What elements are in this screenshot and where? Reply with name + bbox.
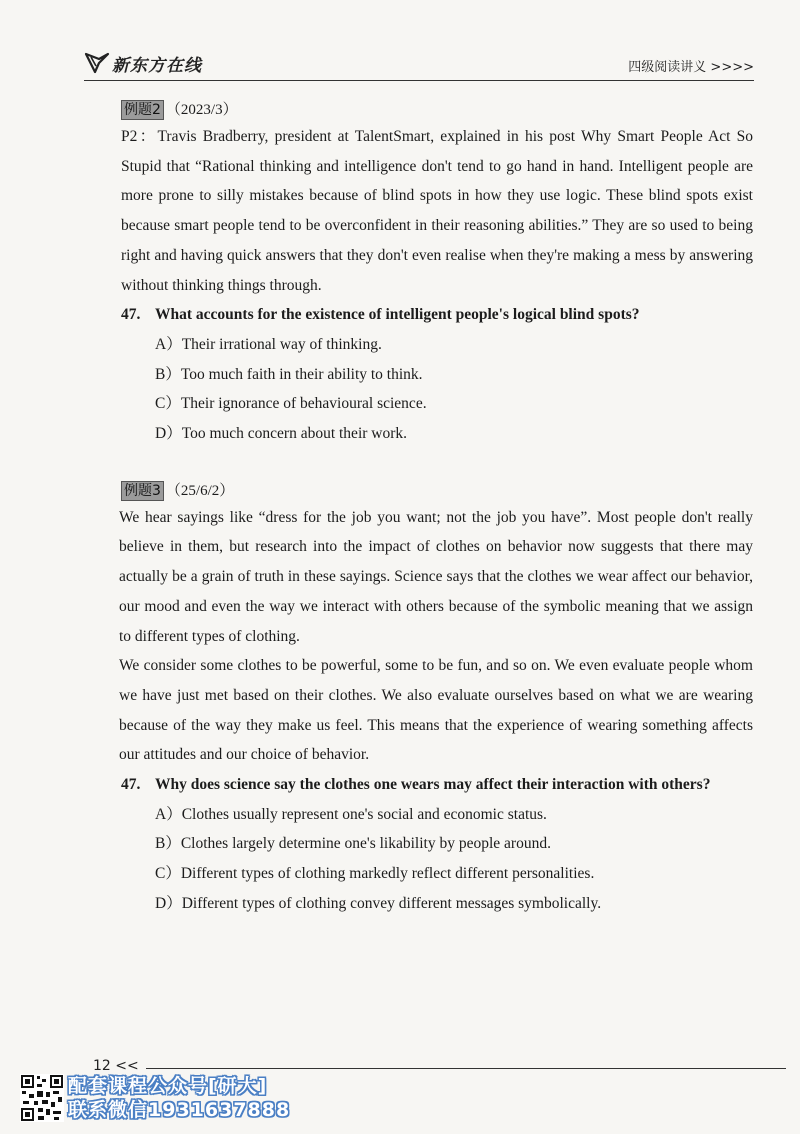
example-2-tag: 例题2 bbox=[121, 100, 164, 120]
promo-line-2: 联系微信1931637888 bbox=[68, 1099, 291, 1121]
page-header bbox=[84, 48, 754, 82]
example-2-date: （2023/3） bbox=[165, 102, 238, 118]
brand-logo-text: 新东方在线 bbox=[112, 55, 202, 76]
example-3-question-text: Why does science say the clothes one wears may affect their interaction with others? bbox=[155, 776, 711, 794]
example-3-option-b: B）Clothes largely determine one's likability by people around. bbox=[155, 835, 551, 853]
example-2-option-d: D）Too much concern about their work. bbox=[155, 425, 408, 443]
example-3-passage-1: We hear sayings like “dress for the job you want; not the job you have”. Most people don't really believe in them, but research into the impact of clothes on behavior now suggests that there may actually be a grain of truth in these sayings. Science says that the clothes we wear affect our behavior, our mood and even the way we interact with others because of the symbolic meaning that we assign to different types of clothing. bbox=[119, 508, 753, 645]
example-3-heading bbox=[121, 479, 753, 503]
header-divider bbox=[84, 80, 754, 81]
example-3-tag: 例题3 bbox=[121, 481, 164, 501]
example-2-option-b: B）Too much faith in their ability to think. bbox=[155, 365, 423, 383]
example-3-section bbox=[121, 479, 753, 919]
example-3-question bbox=[121, 770, 753, 800]
section-spacer bbox=[121, 449, 753, 479]
example-3-option-a: A）Clothes usually represent one's social and economic status. bbox=[155, 805, 547, 823]
example-2-passage: P2：Travis Bradberry, president at TalentSmart, explained in his post Why Smart People Act So Stupid that “Rational thinking and intelligence don't tend to go hand in hand. Intelligent people are more prone to silly mistakes because of blind spots in how they use logic. These blind spots exist because smart people tend to be overconfident in their reasoning abilities.” They are so used to being right and having quick answers that they don't even realise when they're making a mess by answering without thinking things through. bbox=[121, 128, 753, 294]
example-2-question-number: 47. bbox=[121, 306, 141, 324]
example-2-question-text: What accounts for the existence of intelligent people's logical blind spots? bbox=[155, 306, 640, 324]
qr-code-icon bbox=[20, 1074, 64, 1122]
example-2-section bbox=[121, 98, 753, 449]
example-3-option-d: D）Different types of clothing convey different messages symbolically. bbox=[155, 894, 602, 912]
page-number: 12 << bbox=[93, 1058, 139, 1074]
example-3-date: （25/6/2） bbox=[165, 482, 235, 499]
header-title: 四级阅读讲义 >>>> bbox=[628, 60, 754, 75]
example-3-option-c: C）Different types of clothing markedly reflect different personalities. bbox=[155, 865, 595, 883]
example-2-option-c: C）Their ignorance of behavioural science. bbox=[155, 395, 427, 413]
promo-line-1: 配套课程公众号[研大] bbox=[68, 1075, 268, 1097]
example-2-question bbox=[121, 300, 753, 330]
example-2-heading bbox=[121, 98, 753, 122]
promo-banner bbox=[68, 1074, 308, 1122]
example-3-passage-2: We consider some clothes to be powerful, some to be fun, and so on. We even evaluate people whom we have just met based on their clothes. We also evaluate ourselves based on what we are wearing because of the way they make us feel. This means that the experience of wearing something affects our attitudes and our choice of behavior. bbox=[119, 657, 753, 764]
brand-logo bbox=[84, 50, 202, 76]
brand-logo-icon bbox=[84, 51, 110, 75]
example-2-option-a: A）Their irrational way of thinking. bbox=[155, 335, 382, 353]
example-3-question-number: 47. bbox=[121, 776, 141, 794]
footer-divider bbox=[146, 1068, 786, 1069]
main-content bbox=[121, 98, 753, 919]
